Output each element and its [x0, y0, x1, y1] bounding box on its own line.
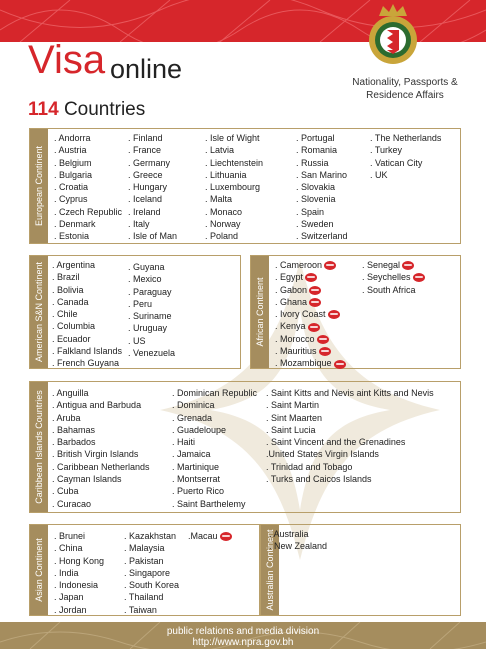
country-name: . Germany [128, 157, 171, 168]
country-name: . Martinique [172, 461, 220, 472]
american-column-2 [128, 261, 175, 359]
country-name: . South Africa [362, 284, 416, 295]
country-item [128, 169, 177, 181]
country-name: . Isle of Man [128, 231, 178, 242]
country-name: . Puerto Rico [172, 486, 225, 497]
country-item [54, 144, 122, 156]
country-item [52, 498, 150, 510]
country-item [52, 259, 122, 271]
country-item [128, 206, 177, 218]
country-count-number: 114 [28, 99, 59, 120]
country-name: . Cuba [52, 486, 79, 497]
country-item [269, 528, 327, 540]
country-item [296, 157, 348, 169]
new-stamp-icon [334, 360, 346, 369]
country-name: . Jamaica [172, 449, 211, 460]
country-name: . Czech Republic [54, 206, 123, 217]
new-stamp-icon [324, 261, 336, 270]
caribbean-column-3 [266, 387, 434, 485]
section-caribbean [29, 381, 461, 513]
country-name: . Aruba [52, 412, 81, 423]
country-item [296, 230, 348, 242]
country-name: . Peru [128, 298, 153, 309]
country-name: . Spain [296, 206, 325, 217]
country-item [54, 591, 104, 603]
country-item [370, 132, 441, 144]
footer-banner [0, 622, 486, 649]
country-item [128, 347, 175, 359]
country-item [52, 333, 122, 345]
country-item [266, 461, 434, 473]
new-stamp-icon [305, 273, 317, 282]
country-item [172, 387, 257, 399]
country-item [54, 181, 122, 193]
country-name: . Columbia [52, 321, 96, 332]
new-stamp-icon [309, 298, 321, 307]
country-name: . Saint Kitts and Nevis aint Kitts and Nevis [266, 388, 434, 398]
country-name: . Sint Maarten [266, 412, 323, 423]
country-item [54, 193, 122, 205]
country-name: . Paraguay [128, 286, 172, 297]
country-name: . Cyprus [54, 194, 88, 205]
country-name: . Falkland Islands [52, 346, 123, 357]
footer-url[interactable]: http://www.npra.gov.bh [192, 637, 294, 648]
country-item [124, 555, 179, 567]
country-name: . Jordan [54, 604, 87, 615]
country-name: .United States Virgin Islands [266, 449, 379, 460]
department-line-1: Nationality, Passports & [352, 77, 458, 88]
page-title: Visa [28, 38, 106, 82]
african-column-2 [362, 259, 425, 296]
new-stamp-icon [413, 273, 425, 282]
country-item [52, 296, 122, 308]
country-name: . Liechtenstein [205, 157, 264, 168]
country-name: . Ireland [128, 206, 161, 217]
country-name: . Lithuania [205, 169, 247, 180]
country-item [54, 206, 122, 218]
country-item [370, 144, 441, 156]
country-name: . Caribbean Netherlands [52, 461, 150, 472]
country-item [205, 230, 263, 242]
country-item [54, 169, 122, 181]
country-item [128, 273, 175, 285]
country-item [54, 604, 104, 616]
section-american [29, 255, 241, 369]
country-item [52, 485, 150, 497]
country-item [52, 308, 122, 320]
country-name: . Senegal [362, 260, 401, 270]
country-name: . Japan [54, 592, 84, 603]
section-african [250, 255, 461, 369]
country-name: . Barbados [52, 437, 96, 448]
country-name: . Saint Lucia [266, 424, 316, 435]
country-item [54, 542, 104, 554]
country-item [172, 448, 257, 460]
country-item [275, 357, 346, 369]
department-name [345, 76, 465, 102]
american-column-1 [52, 259, 122, 370]
country-name: . New Zealand [269, 541, 328, 552]
country-item [296, 193, 348, 205]
country-name: . British Virgin Islands [52, 449, 139, 460]
country-item [275, 296, 346, 308]
country-item [296, 181, 348, 193]
country-name: . Bahamas [52, 424, 96, 435]
country-name: . Kazakhstan [124, 531, 177, 541]
australian-column-1 [269, 528, 327, 553]
department-line-2: Residence Affairs [366, 90, 444, 101]
country-name: . Ivory Coast [275, 309, 326, 320]
country-item [266, 424, 434, 436]
country-name: . Iceland [128, 194, 163, 205]
country-name: . Vatican City [370, 157, 423, 168]
country-item [172, 498, 257, 510]
country-name: . Singapore [124, 567, 171, 578]
country-item [370, 169, 441, 181]
country-item [128, 261, 175, 273]
european-column-2 [128, 132, 177, 243]
country-item [54, 579, 104, 591]
country-item [296, 218, 348, 230]
country-item [52, 461, 150, 473]
country-item [128, 230, 177, 242]
country-name: . Egypt [275, 272, 304, 283]
country-name: . Cayman Islands [52, 474, 122, 485]
new-stamp-icon [319, 347, 331, 356]
country-name: . Saint Martin [266, 400, 320, 411]
country-name: . Italy [128, 219, 150, 230]
country-name: . UK [370, 169, 388, 180]
footer-division: public relations and media division [166, 626, 320, 637]
new-stamp-icon [309, 286, 321, 295]
country-name: . Denmark [54, 219, 96, 230]
country-name: . Isle of Wight [205, 133, 260, 143]
country-name: . Slovakia [296, 182, 336, 193]
new-stamp-icon [308, 323, 320, 332]
country-item [266, 387, 434, 399]
country-name: . Saint Vincent and the Grenadines [266, 437, 406, 448]
country-item [128, 298, 175, 310]
page-subtitle: online [110, 54, 183, 84]
country-item [52, 284, 122, 296]
country-item [296, 144, 348, 156]
country-item [188, 530, 232, 542]
country-name: . India [54, 567, 79, 578]
country-item [128, 286, 175, 298]
country-name: . Estonia [54, 231, 90, 242]
country-item [172, 436, 257, 448]
country-name: . Bulgaria [54, 169, 93, 180]
country-name: . Sweden [296, 219, 334, 230]
country-item [124, 567, 179, 579]
country-name: . Turkey [370, 145, 403, 156]
new-stamp-icon [402, 261, 414, 270]
section-asian [29, 524, 260, 616]
country-item [52, 473, 150, 485]
country-name: . Croatia [54, 182, 89, 193]
country-name: . Saint Barthelemy [172, 498, 246, 509]
country-name: . Seychelles [362, 272, 411, 283]
country-name: . Gabon [275, 284, 308, 295]
country-name: . Brazil [52, 272, 80, 283]
country-item [172, 473, 257, 485]
npra-emblem [365, 2, 421, 66]
new-stamp-icon [220, 532, 232, 541]
country-item [275, 320, 346, 332]
country-name: . The Netherlands [370, 133, 442, 143]
country-item [124, 579, 179, 591]
country-item [124, 591, 179, 603]
country-name: . Mauritius [275, 346, 317, 357]
country-name: . Mozambique [275, 358, 332, 369]
country-item [172, 399, 257, 411]
country-name: . Austria [54, 145, 87, 156]
country-name: . Norway [205, 219, 241, 230]
country-item [266, 448, 434, 460]
country-name: . Venezuela [128, 348, 176, 359]
section-asian-label-bar [30, 525, 48, 615]
country-item [370, 157, 441, 169]
section-american-title: American S&N Continent [34, 261, 44, 363]
country-name: . Kenya [275, 321, 306, 332]
asian-column-3 [188, 530, 232, 542]
section-american-label-bar [30, 256, 48, 368]
country-name: . Morocco [275, 333, 315, 344]
country-item [296, 132, 348, 144]
country-name: .Macau [188, 531, 218, 541]
country-name: . Trinidad and Tobago [266, 461, 353, 472]
country-item [205, 132, 263, 144]
section-caribbean-label-bar [30, 382, 48, 512]
country-name: . Russia [296, 157, 329, 168]
country-item [296, 169, 348, 181]
section-european-title: European Continent [34, 145, 44, 227]
country-item [296, 206, 348, 218]
country-item [266, 399, 434, 411]
country-name: . Hong Kong [54, 555, 105, 566]
country-item [124, 530, 179, 542]
country-item [362, 284, 425, 296]
country-name: . Guyana [128, 262, 165, 272]
country-item [266, 436, 434, 448]
european-column-3 [205, 132, 263, 243]
country-name: . Latvia [205, 145, 235, 156]
country-name: . Montserrat [172, 474, 221, 485]
country-name: . Greece [128, 169, 163, 180]
country-name: . Cameroon [275, 260, 323, 270]
country-item [205, 169, 263, 181]
country-item [52, 412, 150, 424]
country-name: . Antigua and Barbuda [52, 400, 142, 411]
country-item [52, 387, 150, 399]
country-item [205, 218, 263, 230]
country-name: . Luxembourg [205, 182, 261, 193]
country-item [275, 271, 346, 283]
european-column-4 [296, 132, 348, 243]
caribbean-column-1 [52, 387, 150, 510]
european-column-1 [54, 132, 122, 243]
country-name: . Guadeloupe [172, 424, 227, 435]
country-name: . Belgium [54, 157, 92, 168]
country-name: . Uruguay [128, 323, 168, 334]
country-name: . Slovenia [296, 194, 336, 205]
country-item [275, 259, 346, 271]
country-name: . Portugal [296, 133, 335, 143]
country-name: . Chile [52, 309, 78, 320]
country-name: . France [128, 145, 162, 156]
country-name: . Poland [205, 231, 239, 242]
country-name: . Ecuador [52, 333, 91, 344]
section-european [29, 128, 461, 244]
country-item [128, 157, 177, 169]
country-item [52, 399, 150, 411]
country-item [362, 259, 425, 271]
country-name: . Ghana [275, 296, 308, 307]
country-item [172, 412, 257, 424]
country-name: . Haiti [172, 437, 196, 448]
new-stamp-icon [317, 335, 329, 344]
country-item [128, 193, 177, 205]
country-item [54, 218, 122, 230]
section-african-title: African Continent [255, 277, 265, 347]
country-name: . Andorra [54, 133, 91, 143]
country-item [54, 132, 122, 144]
country-item [52, 320, 122, 332]
country-name: . Pakistan [124, 555, 164, 566]
country-name: . San Marino [296, 169, 348, 180]
country-name: . Bolivia [52, 284, 84, 295]
country-name: . Anguilla [52, 388, 89, 398]
country-item [128, 335, 175, 347]
country-item [128, 181, 177, 193]
country-item [205, 144, 263, 156]
country-item [362, 271, 425, 283]
section-african-label-bar [251, 256, 269, 368]
country-item [128, 310, 175, 322]
country-item [275, 284, 346, 296]
caribbean-column-2 [172, 387, 257, 510]
section-australian-title: Australian Continent [265, 529, 275, 611]
country-name: . Hungary [128, 182, 168, 193]
country-name: . Malta [205, 194, 233, 205]
country-item [124, 604, 179, 616]
country-name: . Dominica [172, 400, 215, 411]
country-name: . Switzerland [296, 231, 348, 242]
country-item [52, 357, 122, 369]
country-item [54, 157, 122, 169]
country-count [28, 100, 145, 119]
section-asian-title: Asian Continent [34, 538, 44, 602]
country-item [266, 473, 434, 485]
country-item [128, 132, 177, 144]
country-name: . Curacao [52, 498, 92, 509]
country-name: . Argentina [52, 260, 96, 270]
country-item [172, 461, 257, 473]
country-item [54, 567, 104, 579]
country-name: . Indonesia [54, 580, 99, 591]
country-item [205, 206, 263, 218]
section-european-label-bar [30, 129, 48, 243]
section-caribbean-title: Caribbean Islands Countries [34, 390, 44, 504]
country-name: . US [128, 335, 146, 346]
country-item [205, 193, 263, 205]
country-item [54, 555, 104, 567]
country-item [269, 540, 327, 552]
country-name: . Brunei [54, 531, 86, 541]
country-name: . Suriname [128, 311, 172, 322]
country-name: . Thailand [124, 592, 164, 603]
country-name: . South Korea [124, 580, 180, 591]
country-name: . French Guyana [52, 358, 120, 369]
country-item [172, 485, 257, 497]
country-name: . China [54, 543, 83, 554]
european-column-5 [370, 132, 441, 181]
country-item [124, 542, 179, 554]
country-item [52, 424, 150, 436]
country-name: . Canada [52, 296, 89, 307]
country-item [205, 181, 263, 193]
country-name: . Finland [128, 133, 163, 143]
country-item [128, 144, 177, 156]
country-item [52, 345, 122, 357]
country-item [266, 412, 434, 424]
country-item [128, 322, 175, 334]
new-stamp-icon [328, 310, 340, 319]
country-name: . Turks and Caicos Islands [266, 474, 372, 485]
country-item [172, 424, 257, 436]
country-item [275, 333, 346, 345]
country-item [205, 157, 263, 169]
country-item [52, 436, 150, 448]
country-item [275, 345, 346, 357]
country-name: . Australia [269, 529, 309, 539]
country-item [52, 271, 122, 283]
country-name: . Romania [296, 145, 338, 156]
country-name: . Malaysia [124, 543, 165, 554]
country-name: . Taiwan [124, 604, 157, 615]
country-name: . Grenada [172, 412, 213, 423]
asian-column-1 [54, 530, 104, 616]
country-name: . Mexico [128, 274, 162, 285]
country-count-label: Countries [63, 99, 146, 120]
country-name: . Dominican Republic [172, 388, 258, 398]
country-item [52, 448, 150, 460]
country-name: . Monaco [205, 206, 243, 217]
section-australian [260, 524, 461, 616]
country-item [275, 308, 346, 320]
african-column-1 [275, 259, 346, 370]
country-item [128, 218, 177, 230]
asian-column-2 [124, 530, 179, 616]
country-item [54, 530, 104, 542]
country-item [54, 230, 122, 242]
